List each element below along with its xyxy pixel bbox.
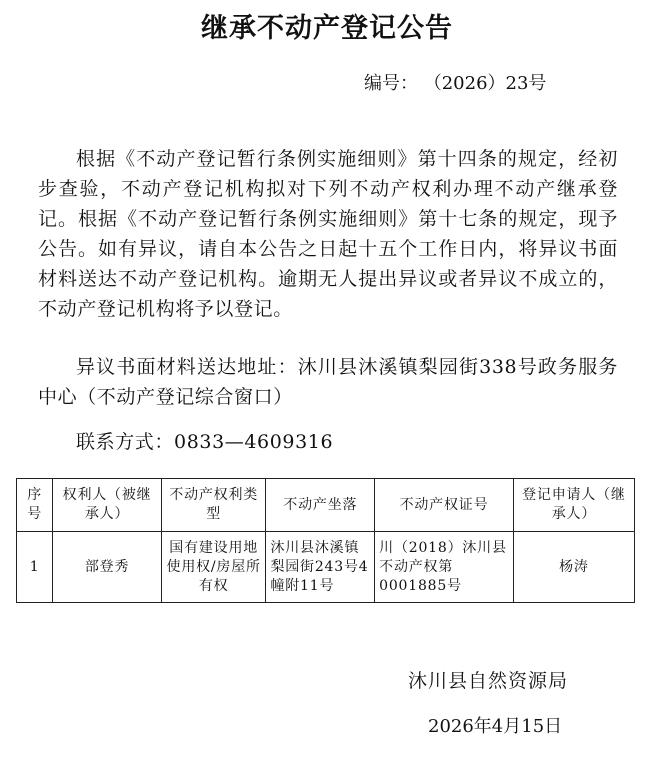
table-header-row (17, 479, 635, 532)
property-table (16, 478, 635, 603)
cell-right-type: 国有建设用地使用权/房屋所有权 (161, 532, 266, 603)
document-number: 编号： （2026）23号 (364, 73, 547, 94)
header-serial-number: 序号 (17, 479, 53, 532)
table-row (17, 532, 635, 603)
header-applicant: 登记申请人（继承人） (513, 479, 634, 532)
header-location: 不动产坐落 (266, 479, 375, 532)
header-right-holder: 权利人（被继承人） (53, 479, 162, 532)
header-right-type: 不动产权利类型 (161, 479, 266, 532)
notice-title: 继承不动产登记公告 (201, 13, 453, 44)
cell-location: 沐川县沐溪镇梨园街243号4幢附11号 (266, 532, 375, 603)
cell-serial-number: 1 (17, 532, 53, 603)
cell-certificate-number: 川（2018）沐川县不动产权第0001885号 (375, 532, 514, 603)
issue-date: 2026年4月15日 (428, 716, 563, 737)
issuing-authority: 沐川县自然资源局 (408, 670, 569, 692)
cell-right-holder: 部登秀 (53, 532, 162, 603)
main-paragraph: 根据《不动产登记暂行条例实施细则》第十四条的规定，经初步查验，不动产登记机构拟对下列不动产权利办理不动产继承登记。根据《不动产登记暂行条例实施细则》第十七条的规定，现予公告。如有异议，请自本公告之日起十五个工作日内，将异议书面材料送达不动产登记机构。逾期无人提出异议或者异议不成立的，不动产登记机构将予以登记。 (38, 148, 618, 320)
objection-address-paragraph: 异议书面材料送达地址：沐川县沐溪镇梨园街338号政务服务中心（不动产登记综合窗口） (38, 356, 618, 408)
cell-applicant: 杨涛 (513, 532, 634, 603)
contact-paragraph: 联系方式：0833—4609316 (76, 431, 334, 453)
header-certificate-number: 不动产权证号 (375, 479, 514, 532)
